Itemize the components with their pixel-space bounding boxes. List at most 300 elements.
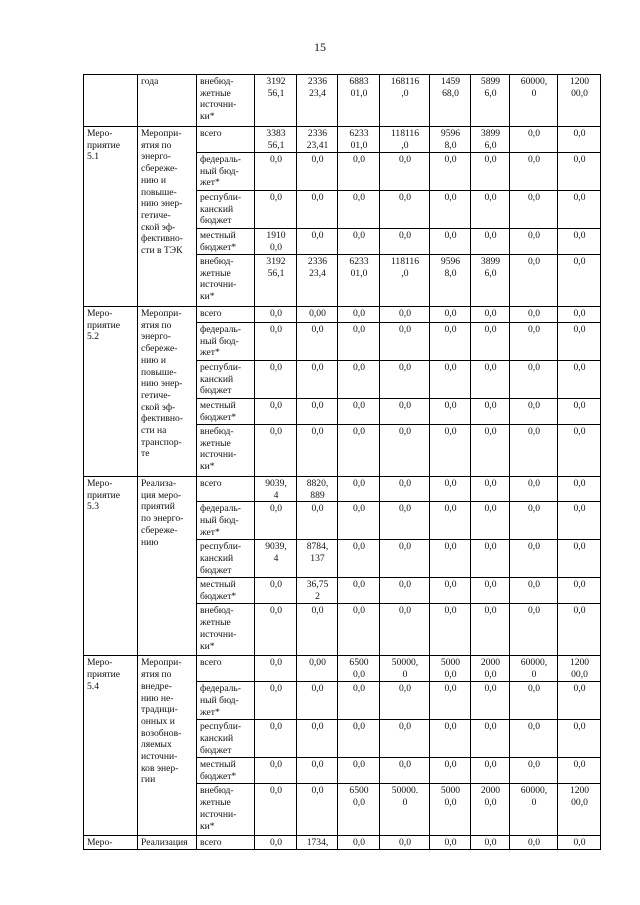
value: 0,0 xyxy=(444,154,457,165)
value: 0,0 xyxy=(484,759,497,771)
value: 0,0 xyxy=(573,230,586,241)
value-cell xyxy=(430,153,471,191)
value-cell xyxy=(297,836,338,850)
value: 118116 ,0 xyxy=(390,128,420,151)
value: 0,0 xyxy=(573,579,586,591)
value-cell xyxy=(297,682,338,720)
value: 0,0 xyxy=(353,324,365,335)
funding-source-cell xyxy=(197,720,255,758)
measure-id-cell xyxy=(84,307,138,477)
value: 0,0 xyxy=(573,605,586,617)
value: 0,0 xyxy=(484,324,497,335)
value-cell xyxy=(338,836,380,850)
value: 0,0 xyxy=(484,683,497,695)
funding-source: внебюд- жетные источни- ки* xyxy=(200,605,237,652)
value-cell xyxy=(430,255,471,307)
value: 0,0 xyxy=(399,759,411,771)
value: 0,0 xyxy=(353,426,365,437)
measure-id-cell xyxy=(84,127,138,307)
value-cell xyxy=(558,836,601,850)
value: 0,0 xyxy=(444,308,457,319)
value: 9039, 4 xyxy=(265,541,287,565)
value-cell xyxy=(255,656,297,682)
value: 0,0 xyxy=(484,308,497,319)
funding-source-cell xyxy=(197,191,255,229)
value-cell xyxy=(510,604,558,656)
value-cell xyxy=(471,399,510,425)
measure-id: Меро- приятие 5.1 xyxy=(87,128,121,163)
measure-id: Меро- приятие 5.4 xyxy=(87,657,121,692)
value-cell xyxy=(430,502,471,540)
value-cell xyxy=(430,361,471,399)
value: 0,0 xyxy=(573,192,586,203)
value: 0,0 xyxy=(444,721,457,733)
value-cell xyxy=(471,656,510,682)
value-cell xyxy=(558,502,601,540)
value: 0,0 xyxy=(353,579,365,591)
value-cell xyxy=(430,578,471,604)
value: 6233 01,0 xyxy=(349,128,369,151)
funding-source-cell xyxy=(197,307,255,323)
funding-source: внебюд- жетные источни- ки* xyxy=(200,426,237,473)
value: 0,0 xyxy=(528,324,540,335)
funding-source-cell xyxy=(197,361,255,399)
value: 0,0 xyxy=(573,721,586,733)
value-cell xyxy=(471,784,510,836)
funding-source: местный бюджет* xyxy=(200,579,237,603)
value: 0,0 xyxy=(353,192,365,203)
value: 0,0 xyxy=(311,400,324,411)
value: 36,75 2 xyxy=(306,579,329,603)
value-cell xyxy=(471,477,510,502)
value-cell xyxy=(380,682,430,720)
value-cell xyxy=(297,477,338,502)
measure-id-cell xyxy=(84,477,138,656)
value: 60000, 0 xyxy=(520,785,548,809)
funding-source-cell xyxy=(197,255,255,307)
value: 0,0 xyxy=(444,605,457,617)
value: 118116 ,0 xyxy=(390,256,420,279)
value-cell xyxy=(558,477,601,502)
value-cell xyxy=(471,502,510,540)
value-cell xyxy=(471,758,510,784)
value: 2336 23,4 xyxy=(307,76,328,99)
value: 0,0 xyxy=(311,324,324,335)
value: 0,0 xyxy=(484,478,497,489)
value: 0,0 xyxy=(573,324,586,335)
value-cell xyxy=(558,425,601,477)
value-cell xyxy=(380,720,430,758)
value-cell xyxy=(297,307,338,323)
value: 0,0 xyxy=(399,605,411,617)
value: 0,0 xyxy=(484,192,497,203)
value: 0,0 xyxy=(270,324,282,335)
value-cell xyxy=(471,307,510,323)
value-cell xyxy=(297,425,338,477)
value-cell xyxy=(338,153,380,191)
value: 6500 0,0 xyxy=(349,785,369,809)
value-cell xyxy=(510,127,558,153)
value-cell xyxy=(471,578,510,604)
value-cell xyxy=(297,153,338,191)
funding-source: республи- канский бюджет xyxy=(200,541,242,576)
value: 0,0 xyxy=(353,362,365,373)
value: 3899 6,0 xyxy=(480,128,501,151)
value-cell xyxy=(430,477,471,502)
value: 0,0 xyxy=(270,721,282,733)
value: 9596 8,0 xyxy=(440,256,461,279)
value: 0,0 xyxy=(353,837,365,849)
funding-source: всего xyxy=(200,478,222,489)
value-cell xyxy=(255,127,297,153)
measure-description: Реализа- ция меро- приятий по энерго- сбереже- нию xyxy=(141,478,184,548)
budget-table xyxy=(83,74,601,850)
value: 0,0 xyxy=(353,308,365,319)
value: 1200 00,0 xyxy=(569,785,590,809)
value: 0,0 xyxy=(484,579,497,591)
value: 6233 01,0 xyxy=(349,256,369,279)
value: 0,0 xyxy=(444,362,457,373)
value-cell xyxy=(380,836,430,850)
value-cell xyxy=(380,502,430,540)
value: 3899 6,0 xyxy=(480,256,501,279)
value-cell xyxy=(380,361,430,399)
value: 0,0 xyxy=(444,579,457,591)
table-row xyxy=(84,75,601,127)
value-cell xyxy=(471,425,510,477)
value-cell xyxy=(255,682,297,720)
value-cell xyxy=(338,425,380,477)
measure-id-cell xyxy=(84,75,138,127)
value-cell xyxy=(255,604,297,656)
funding-source-cell xyxy=(197,540,255,578)
value: 0,0 xyxy=(528,759,540,771)
value: 0,0 xyxy=(528,192,540,203)
value-cell xyxy=(430,323,471,361)
value-cell xyxy=(255,720,297,758)
value: 0,0 xyxy=(353,400,365,411)
funding-source: федераль- ный бюд- жет* xyxy=(200,324,241,359)
value: 0,0 xyxy=(573,362,586,373)
value-cell xyxy=(558,307,601,323)
value-cell xyxy=(430,758,471,784)
value-cell xyxy=(297,191,338,229)
value-cell xyxy=(510,477,558,502)
value-cell xyxy=(430,540,471,578)
value: 0,0 xyxy=(353,230,365,241)
funding-source: внебюд- жетные источни- ки* xyxy=(200,785,237,832)
value-cell xyxy=(338,477,380,502)
funding-source: всего xyxy=(200,657,222,669)
value-cell xyxy=(380,229,430,255)
value-cell xyxy=(558,784,601,836)
value: 0,0 xyxy=(399,579,411,591)
value: 0,0 xyxy=(444,426,457,437)
funding-source: федераль- ный бюд- жет* xyxy=(200,683,241,718)
value: 50000. 0 xyxy=(391,785,419,809)
value: 0,0 xyxy=(399,154,411,165)
value: 0,0 xyxy=(311,605,324,617)
value-cell xyxy=(558,682,601,720)
value-cell xyxy=(430,656,471,682)
value-cell xyxy=(471,153,510,191)
value-cell xyxy=(510,361,558,399)
value-cell xyxy=(510,784,558,836)
value-cell xyxy=(297,361,338,399)
value: 0,0 xyxy=(270,683,282,695)
value: 2000 0,0 xyxy=(480,785,501,809)
value-cell xyxy=(430,307,471,323)
value-cell xyxy=(297,784,338,836)
value: 0,0 xyxy=(484,837,497,849)
value-cell xyxy=(255,758,297,784)
funding-source: всего xyxy=(200,837,222,849)
value: 0,0 xyxy=(573,759,586,771)
value: 0,0 xyxy=(270,579,282,591)
value: 0,0 xyxy=(528,230,540,241)
value: 0,0 xyxy=(444,759,457,771)
value-cell xyxy=(510,836,558,850)
value-cell xyxy=(297,578,338,604)
value-cell xyxy=(558,540,601,578)
value: 0,0 xyxy=(444,324,457,335)
value: 0,0 xyxy=(270,308,282,319)
value-cell xyxy=(380,255,430,307)
funding-source: республи- канский бюджет xyxy=(200,192,242,227)
value-cell xyxy=(338,682,380,720)
value: 0,0 xyxy=(444,837,457,849)
value: 0,0 xyxy=(528,426,540,437)
value: 0,0 xyxy=(353,541,365,553)
value: 0,0 xyxy=(573,837,586,849)
value-cell xyxy=(510,425,558,477)
funding-source-cell xyxy=(197,75,255,127)
value: 0,0 xyxy=(353,683,365,695)
value-cell xyxy=(471,75,510,127)
value-cell xyxy=(338,75,380,127)
funding-source-cell xyxy=(197,502,255,540)
value-cell xyxy=(558,361,601,399)
measure-description: Меропри- ятия по внедре- нию не- традици- онных и возобнов- ляемых источни- ков энер- гии xyxy=(141,657,182,786)
value-cell xyxy=(338,191,380,229)
value-cell xyxy=(338,323,380,361)
value: 0,0 xyxy=(311,785,324,797)
value-cell xyxy=(255,255,297,307)
value: 0,0 xyxy=(484,154,497,165)
value: 0,0 xyxy=(399,837,411,849)
value-cell xyxy=(430,604,471,656)
value: 0,0 xyxy=(270,759,282,771)
value: 5000 0,0 xyxy=(440,657,461,681)
funding-source-cell xyxy=(197,477,255,502)
value-cell xyxy=(510,656,558,682)
table-row xyxy=(84,307,601,323)
measure-description-cell xyxy=(138,307,197,477)
value-cell xyxy=(380,578,430,604)
value-cell xyxy=(297,229,338,255)
value: 1459 68,0 xyxy=(440,76,461,99)
measure-description-cell xyxy=(138,656,197,836)
value-cell xyxy=(558,323,601,361)
measure-description-cell xyxy=(138,75,197,127)
value: 0,0 xyxy=(399,324,411,335)
value-cell xyxy=(558,229,601,255)
funding-source: республи- канский бюджет xyxy=(200,721,242,756)
value: 0,0 xyxy=(528,721,540,733)
value: 0,0 xyxy=(311,683,324,695)
value-cell xyxy=(510,720,558,758)
value: 0,0 xyxy=(528,605,540,617)
value-cell xyxy=(255,477,297,502)
value: 0,0 xyxy=(270,837,282,849)
value-cell xyxy=(380,153,430,191)
value-cell xyxy=(430,784,471,836)
value-cell xyxy=(338,361,380,399)
value: 0,0 xyxy=(528,308,540,319)
value: 0,0 xyxy=(484,426,497,437)
value: 0,0 xyxy=(399,683,411,695)
value: 50000, 0 xyxy=(391,657,419,681)
value: 0,0 xyxy=(270,785,282,797)
value: 168116 ,0 xyxy=(390,76,420,99)
funding-source: местный бюджет* xyxy=(200,759,237,783)
value-cell xyxy=(558,758,601,784)
value-cell xyxy=(338,307,380,323)
value: 9039, 4 xyxy=(265,478,287,501)
value: 0,0 xyxy=(270,400,282,411)
value: 0,0 xyxy=(528,579,540,591)
value-cell xyxy=(380,656,430,682)
value: 0,0 xyxy=(399,478,411,489)
value: 5000 0,0 xyxy=(440,785,461,809)
value: 0,0 xyxy=(311,721,324,733)
value-cell xyxy=(255,578,297,604)
value: 0,0 xyxy=(444,683,457,695)
value: 0,0 xyxy=(573,541,586,553)
value: 0,0 xyxy=(484,230,497,241)
value-cell xyxy=(380,191,430,229)
measure-description-cell xyxy=(138,477,197,656)
value-cell xyxy=(380,784,430,836)
value-cell xyxy=(338,502,380,540)
value: 0,0 xyxy=(270,657,282,669)
value: 0,0 xyxy=(528,478,540,489)
value: 0,0 xyxy=(444,478,457,489)
page-number: 15 xyxy=(314,40,326,54)
value-cell xyxy=(471,682,510,720)
value: 0,00 xyxy=(309,657,326,669)
funding-source: местный бюджет* xyxy=(200,230,237,253)
value-cell xyxy=(297,758,338,784)
value: 0,0 xyxy=(484,541,497,553)
value-cell xyxy=(380,540,430,578)
value: 0,0 xyxy=(270,154,282,165)
funding-source-cell xyxy=(197,604,255,656)
value: 0,0 xyxy=(484,362,497,373)
value: 3192 56,1 xyxy=(266,76,286,99)
value: 0,0 xyxy=(573,308,586,319)
value-cell xyxy=(471,323,510,361)
value-cell xyxy=(338,229,380,255)
table-row xyxy=(84,656,601,682)
funding-source-cell xyxy=(197,425,255,477)
value-cell xyxy=(471,255,510,307)
value-cell xyxy=(510,578,558,604)
value-cell xyxy=(297,656,338,682)
value: 8820, 889 xyxy=(306,478,329,501)
value-cell xyxy=(471,540,510,578)
value: 0,0 xyxy=(573,478,586,489)
value-cell xyxy=(430,191,471,229)
value: 0,0 xyxy=(270,192,282,203)
value: 0,0 xyxy=(444,503,457,515)
value-cell xyxy=(255,540,297,578)
value: 0,0 xyxy=(528,400,540,411)
value-cell xyxy=(297,502,338,540)
value: 1200 00,0 xyxy=(569,657,590,681)
funding-source-cell xyxy=(197,153,255,191)
value-cell xyxy=(510,399,558,425)
measure-description-cell xyxy=(138,836,197,850)
funding-source-cell xyxy=(197,682,255,720)
value-cell xyxy=(255,191,297,229)
value-cell xyxy=(338,127,380,153)
value: 0,0 xyxy=(399,426,411,437)
value-cell xyxy=(338,784,380,836)
value-cell xyxy=(255,153,297,191)
value: 9596 8,0 xyxy=(440,128,461,151)
funding-source: всего xyxy=(200,128,222,139)
value-cell xyxy=(297,540,338,578)
value-cell xyxy=(338,540,380,578)
value-cell xyxy=(471,720,510,758)
value-cell xyxy=(510,502,558,540)
value: 0,0 xyxy=(270,605,282,617)
value-cell xyxy=(558,127,601,153)
value: 0,0 xyxy=(399,503,411,515)
value: 0,0 xyxy=(444,192,457,203)
value-cell xyxy=(338,578,380,604)
value-cell xyxy=(297,399,338,425)
value-cell xyxy=(510,229,558,255)
value-cell xyxy=(558,255,601,307)
value-cell xyxy=(380,75,430,127)
funding-source-cell xyxy=(197,578,255,604)
value-cell xyxy=(338,720,380,758)
value: 0,0 xyxy=(399,721,411,733)
value-cell xyxy=(558,153,601,191)
value-cell xyxy=(380,604,430,656)
value-cell xyxy=(471,604,510,656)
value-cell xyxy=(255,784,297,836)
value-cell xyxy=(380,425,430,477)
value: 0,0 xyxy=(444,230,457,241)
value-cell xyxy=(297,127,338,153)
value-cell xyxy=(430,720,471,758)
value: 0,0 xyxy=(399,230,411,241)
funding-source-cell xyxy=(197,399,255,425)
value-cell xyxy=(510,540,558,578)
value: 0,0 xyxy=(528,154,540,165)
value: 0,0 xyxy=(573,683,586,695)
funding-source-cell xyxy=(197,229,255,255)
value-cell xyxy=(255,502,297,540)
value-cell xyxy=(338,656,380,682)
value-cell xyxy=(380,323,430,361)
value-cell xyxy=(471,836,510,850)
value: 0,0 xyxy=(270,426,282,437)
value-cell xyxy=(297,604,338,656)
